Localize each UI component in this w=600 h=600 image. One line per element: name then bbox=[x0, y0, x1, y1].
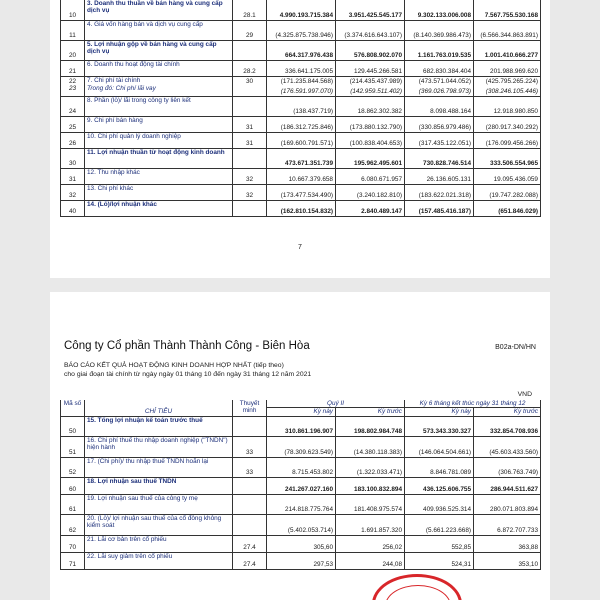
table-row bbox=[61, 184, 541, 200]
row-quarter-prev: (100.838.404.653) bbox=[336, 132, 405, 148]
row-quarter-this: (176.591.997.070) bbox=[267, 85, 336, 96]
report-title: BÁO CÁO KẾT QUẢ HOẠT ĐỘNG KINH DOANH HỢP NHẤT (tiếp theo) bbox=[64, 362, 284, 369]
table-row bbox=[61, 132, 541, 148]
row-note: 27.4 bbox=[233, 535, 267, 552]
table-row bbox=[61, 60, 541, 76]
row-quarter-prev: 576.808.902.070 bbox=[336, 40, 405, 60]
row-ytd-this: (5.661.223.668) bbox=[405, 514, 474, 535]
row-ytd-prev: (651.846.029) bbox=[474, 200, 541, 216]
row-item: 21. Lãi cơ bản trên cổ phiếu bbox=[85, 535, 233, 552]
row-item: 19. Lợi nhuận sau thuế của công ty mẹ bbox=[85, 494, 233, 514]
row-ytd-prev: (6.566.344.863.891) bbox=[474, 20, 541, 40]
row-note: 27.4 bbox=[233, 552, 267, 569]
row-item: 15. Tổng lợi nhuận kế toán trước thuế bbox=[85, 416, 233, 436]
row-code: 50 bbox=[61, 416, 85, 436]
row-ytd-this: 573.343.330.327 bbox=[405, 416, 474, 436]
row-quarter-prev: 18.862.302.382 bbox=[336, 96, 405, 116]
row-item: 22. Lãi suy giảm trên cổ phiếu bbox=[85, 552, 233, 569]
row-ytd-this: 9.302.133.006.008 bbox=[405, 0, 474, 20]
row-note bbox=[233, 148, 267, 168]
row-code: 25 bbox=[61, 116, 85, 132]
row-ytd-this: (317.435.122.051) bbox=[405, 132, 474, 148]
row-ytd-this: (8.140.369.986.473) bbox=[405, 20, 474, 40]
row-code: 71 bbox=[61, 552, 85, 569]
company-name: Công ty Cổ phần Thành Thành Công - Biên Hòa bbox=[64, 340, 310, 352]
row-quarter-prev: (14.380.118.383) bbox=[336, 436, 405, 457]
row-code: 52 bbox=[61, 457, 85, 477]
column-header-code: Mã số bbox=[61, 400, 85, 416]
row-quarter-this: (169.600.791.571) bbox=[267, 132, 336, 148]
row-quarter-prev: (173.880.132.790) bbox=[336, 116, 405, 132]
row-code: 51 bbox=[61, 436, 85, 457]
row-ytd-this: (183.622.021.318) bbox=[405, 184, 474, 200]
row-note bbox=[233, 494, 267, 514]
column-header-quarter-this: Kỳ này bbox=[267, 408, 336, 416]
row-item: 5. Lợi nhuận gộp về bán hàng và cung cấp dịch vụ bbox=[85, 40, 233, 60]
row-quarter-this: (173.477.534.490) bbox=[267, 184, 336, 200]
row-item: 17. (Chi phí)/ thu nhập thuế TNDN hoãn lại bbox=[85, 457, 233, 477]
row-note: 28.1 bbox=[233, 0, 267, 20]
row-note bbox=[233, 40, 267, 60]
row-code: 21 bbox=[61, 60, 85, 76]
row-quarter-this: (5.402.053.714) bbox=[267, 514, 336, 535]
row-code: 60 bbox=[61, 477, 85, 494]
row-ytd-this: (330.856.979.486) bbox=[405, 116, 474, 132]
row-ytd-this: 436.125.606.755 bbox=[405, 477, 474, 494]
row-item: 13. Chi phí khác bbox=[85, 184, 233, 200]
row-item: 7. Chi phí tài chính bbox=[85, 76, 233, 85]
row-ytd-this: (369.026.798.973) bbox=[405, 85, 474, 96]
row-note bbox=[233, 416, 267, 436]
table-row bbox=[61, 457, 541, 477]
row-ytd-prev: 19.095.436.059 bbox=[474, 168, 541, 184]
row-ytd-this: 409.936.525.314 bbox=[405, 494, 474, 514]
row-quarter-prev: 6.080.671.957 bbox=[336, 168, 405, 184]
row-ytd-prev: 6.872.707.733 bbox=[474, 514, 541, 535]
form-code: B02a-DN/HN bbox=[495, 344, 536, 351]
table-row bbox=[61, 148, 541, 168]
row-quarter-this: (138.437.719) bbox=[267, 96, 336, 116]
table-row bbox=[61, 96, 541, 116]
row-quarter-prev: (3.374.616.643.107) bbox=[336, 20, 405, 40]
row-item: 16. Chi phí thuế thu nhập doanh nghiệp ("TNDN") hiện hành bbox=[85, 436, 233, 457]
row-quarter-this: 664.317.976.438 bbox=[267, 40, 336, 60]
row-note: 33 bbox=[233, 436, 267, 457]
row-ytd-prev: 333.506.554.965 bbox=[474, 148, 541, 168]
row-ytd-this: (157.485.416.187) bbox=[405, 200, 474, 216]
table-row bbox=[61, 85, 541, 96]
row-code: 24 bbox=[61, 96, 85, 116]
row-item: 14. (Lỗ)/lợi nhuận khác bbox=[85, 200, 233, 216]
row-code: 70 bbox=[61, 535, 85, 552]
page-number: 7 bbox=[298, 244, 302, 251]
table-row bbox=[61, 0, 541, 20]
table-row bbox=[61, 200, 541, 216]
row-code: 32 bbox=[61, 184, 85, 200]
row-code: 30 bbox=[61, 148, 85, 168]
row-ytd-prev: 363,88 bbox=[474, 535, 541, 552]
row-item: 11. Lợi nhuận thuần từ hoạt động kinh doanh bbox=[85, 148, 233, 168]
row-item: 12. Thu nhập khác bbox=[85, 168, 233, 184]
row-note: 31 bbox=[233, 132, 267, 148]
row-ytd-prev: 7.567.755.530.168 bbox=[474, 0, 541, 20]
row-note: 29 bbox=[233, 20, 267, 40]
column-header-ytd-prev: Kỳ trước bbox=[474, 408, 541, 416]
row-ytd-this: 8.846.781.089 bbox=[405, 457, 474, 477]
row-ytd-prev: 12.918.980.850 bbox=[474, 96, 541, 116]
row-ytd-this: 8.098.488.164 bbox=[405, 96, 474, 116]
row-item: 18. Lợi nhuận sau thuế TNDN bbox=[85, 477, 233, 494]
column-header-quarter-prev: Kỳ trước bbox=[336, 408, 405, 416]
row-quarter-prev: 183.100.832.894 bbox=[336, 477, 405, 494]
row-code: 20 bbox=[61, 40, 85, 60]
row-ytd-prev: 280.071.803.894 bbox=[474, 494, 541, 514]
row-note: 30 bbox=[233, 76, 267, 85]
row-code: 10 bbox=[61, 0, 85, 20]
row-note: 32 bbox=[233, 184, 267, 200]
row-quarter-this: 297,53 bbox=[267, 552, 336, 569]
row-quarter-this: (162.810.154.832) bbox=[267, 200, 336, 216]
row-quarter-this: 336.641.175.005 bbox=[267, 60, 336, 76]
row-item: 8. Phần (lỗ)/ lãi trong công ty liên kết bbox=[85, 96, 233, 116]
table-row bbox=[61, 436, 541, 457]
row-quarter-prev: (214.435.437.989) bbox=[336, 76, 405, 85]
row-item: 20. (Lỗ)/ lợi nhuận sau thuế của cổ đông không kiểm soát bbox=[85, 514, 233, 535]
table-row bbox=[61, 76, 541, 85]
row-quarter-this: (78.309.623.549) bbox=[267, 436, 336, 457]
column-header-ytd-this: Kỳ này bbox=[405, 408, 474, 416]
row-ytd-prev: (306.763.749) bbox=[474, 457, 541, 477]
row-quarter-prev: 3.951.425.545.177 bbox=[336, 0, 405, 20]
row-note bbox=[233, 477, 267, 494]
row-quarter-prev: 256,02 bbox=[336, 535, 405, 552]
row-ytd-this: 1.161.763.019.535 bbox=[405, 40, 474, 60]
row-quarter-this: 10.667.379.658 bbox=[267, 168, 336, 184]
row-ytd-prev: (45.603.433.560) bbox=[474, 436, 541, 457]
row-note bbox=[233, 200, 267, 216]
income-statement-table-continued bbox=[60, 0, 541, 217]
row-note: 33 bbox=[233, 457, 267, 477]
row-note bbox=[233, 514, 267, 535]
currency-label: VND bbox=[517, 391, 532, 398]
row-note: 31 bbox=[233, 116, 267, 132]
row-note bbox=[233, 85, 267, 96]
row-quarter-this: 214.818.775.764 bbox=[267, 494, 336, 514]
row-quarter-prev: (142.959.511.402) bbox=[336, 85, 405, 96]
row-note bbox=[233, 96, 267, 116]
row-ytd-this: (146.064.504.661) bbox=[405, 436, 474, 457]
column-header-quarter: Quý II bbox=[267, 400, 405, 408]
row-ytd-this: (473.571.044.052) bbox=[405, 76, 474, 85]
row-quarter-prev: 181.408.975.574 bbox=[336, 494, 405, 514]
row-ytd-prev: 353,10 bbox=[474, 552, 541, 569]
row-quarter-prev: 195.962.495.601 bbox=[336, 148, 405, 168]
row-code: 11 bbox=[61, 20, 85, 40]
report-period: cho giai đoạn tài chính từ ngày ngày 01 tháng 10 đến ngày 31 tháng 12 năm 2021 bbox=[64, 371, 312, 378]
row-ytd-prev: 286.944.511.627 bbox=[474, 477, 541, 494]
column-header-ytd: Kỳ 6 tháng kết thúc ngày 31 tháng 12 bbox=[405, 400, 541, 408]
report-page-bottom bbox=[50, 292, 550, 600]
report-page-top bbox=[50, 0, 550, 278]
row-code: 61 bbox=[61, 494, 85, 514]
row-quarter-this: (4.325.875.738.946) bbox=[267, 20, 336, 40]
row-quarter-prev: (1.322.033.471) bbox=[336, 457, 405, 477]
row-item: 3. Doanh thu thuần về bán hàng và cung cấp dịch vụ bbox=[85, 0, 233, 20]
row-item: Trong đó: Chi phí lãi vay bbox=[85, 85, 233, 96]
row-ytd-prev: 201.988.969.620 bbox=[474, 60, 541, 76]
row-ytd-this: 524,31 bbox=[405, 552, 474, 569]
row-ytd-this: 730.828.746.514 bbox=[405, 148, 474, 168]
row-quarter-this: 241.267.027.160 bbox=[267, 477, 336, 494]
row-ytd-prev: 1.001.410.666.277 bbox=[474, 40, 541, 60]
row-code: 40 bbox=[61, 200, 85, 216]
row-quarter-prev: 1.691.857.320 bbox=[336, 514, 405, 535]
column-header-item: CHỈ TIÊU bbox=[85, 400, 233, 416]
row-note: 28.2 bbox=[233, 60, 267, 76]
row-quarter-prev: 244,08 bbox=[336, 552, 405, 569]
row-ytd-this: 682.830.384.404 bbox=[405, 60, 474, 76]
table-row bbox=[61, 514, 541, 535]
row-item: 9. Chi phí bán hàng bbox=[85, 116, 233, 132]
row-quarter-this: 473.671.351.739 bbox=[267, 148, 336, 168]
row-quarter-prev: 198.802.984.748 bbox=[336, 416, 405, 436]
row-ytd-prev: (425.795.265.224) bbox=[474, 76, 541, 85]
table-row bbox=[61, 168, 541, 184]
row-item: 10. Chi phí quản lý doanh nghiệp bbox=[85, 132, 233, 148]
row-ytd-this: 26.136.605.131 bbox=[405, 168, 474, 184]
row-quarter-this: 4.990.193.715.384 bbox=[267, 0, 336, 20]
row-item: 4. Giá vốn hàng bán và dịch vụ cung cấp bbox=[85, 20, 233, 40]
row-code: 31 bbox=[61, 168, 85, 184]
row-quarter-this: 305,60 bbox=[267, 535, 336, 552]
row-quarter-prev: (3.240.182.810) bbox=[336, 184, 405, 200]
row-quarter-prev: 2.840.489.147 bbox=[336, 200, 405, 216]
table-row bbox=[61, 116, 541, 132]
company-seal-stamp bbox=[372, 574, 462, 600]
row-code: 22 bbox=[61, 76, 85, 85]
row-ytd-prev: (280.917.340.292) bbox=[474, 116, 541, 132]
row-ytd-prev: 332.854.708.936 bbox=[474, 416, 541, 436]
table-row bbox=[61, 477, 541, 494]
row-item: 6. Doanh thu hoạt động tài chính bbox=[85, 60, 233, 76]
row-ytd-prev: (19.747.282.088) bbox=[474, 184, 541, 200]
column-header-note: Thuyết minh bbox=[233, 400, 267, 416]
table-row bbox=[61, 20, 541, 40]
table-row bbox=[61, 494, 541, 514]
row-ytd-prev: (176.099.456.266) bbox=[474, 132, 541, 148]
row-note: 32 bbox=[233, 168, 267, 184]
row-code: 62 bbox=[61, 514, 85, 535]
table-row bbox=[61, 416, 541, 436]
row-quarter-this: 310.861.196.907 bbox=[267, 416, 336, 436]
row-quarter-this: 8.715.453.802 bbox=[267, 457, 336, 477]
row-code: 26 bbox=[61, 132, 85, 148]
row-ytd-prev: (308.246.105.446) bbox=[474, 85, 541, 96]
row-ytd-this: 552,85 bbox=[405, 535, 474, 552]
table-row bbox=[61, 535, 541, 552]
row-quarter-prev: 129.445.266.581 bbox=[336, 60, 405, 76]
table-row bbox=[61, 552, 541, 569]
row-quarter-this: (171.235.844.568) bbox=[267, 76, 336, 85]
income-statement-table bbox=[60, 400, 541, 570]
table-row bbox=[61, 40, 541, 60]
row-quarter-this: (186.312.725.846) bbox=[267, 116, 336, 132]
row-code: 23 bbox=[61, 85, 85, 96]
